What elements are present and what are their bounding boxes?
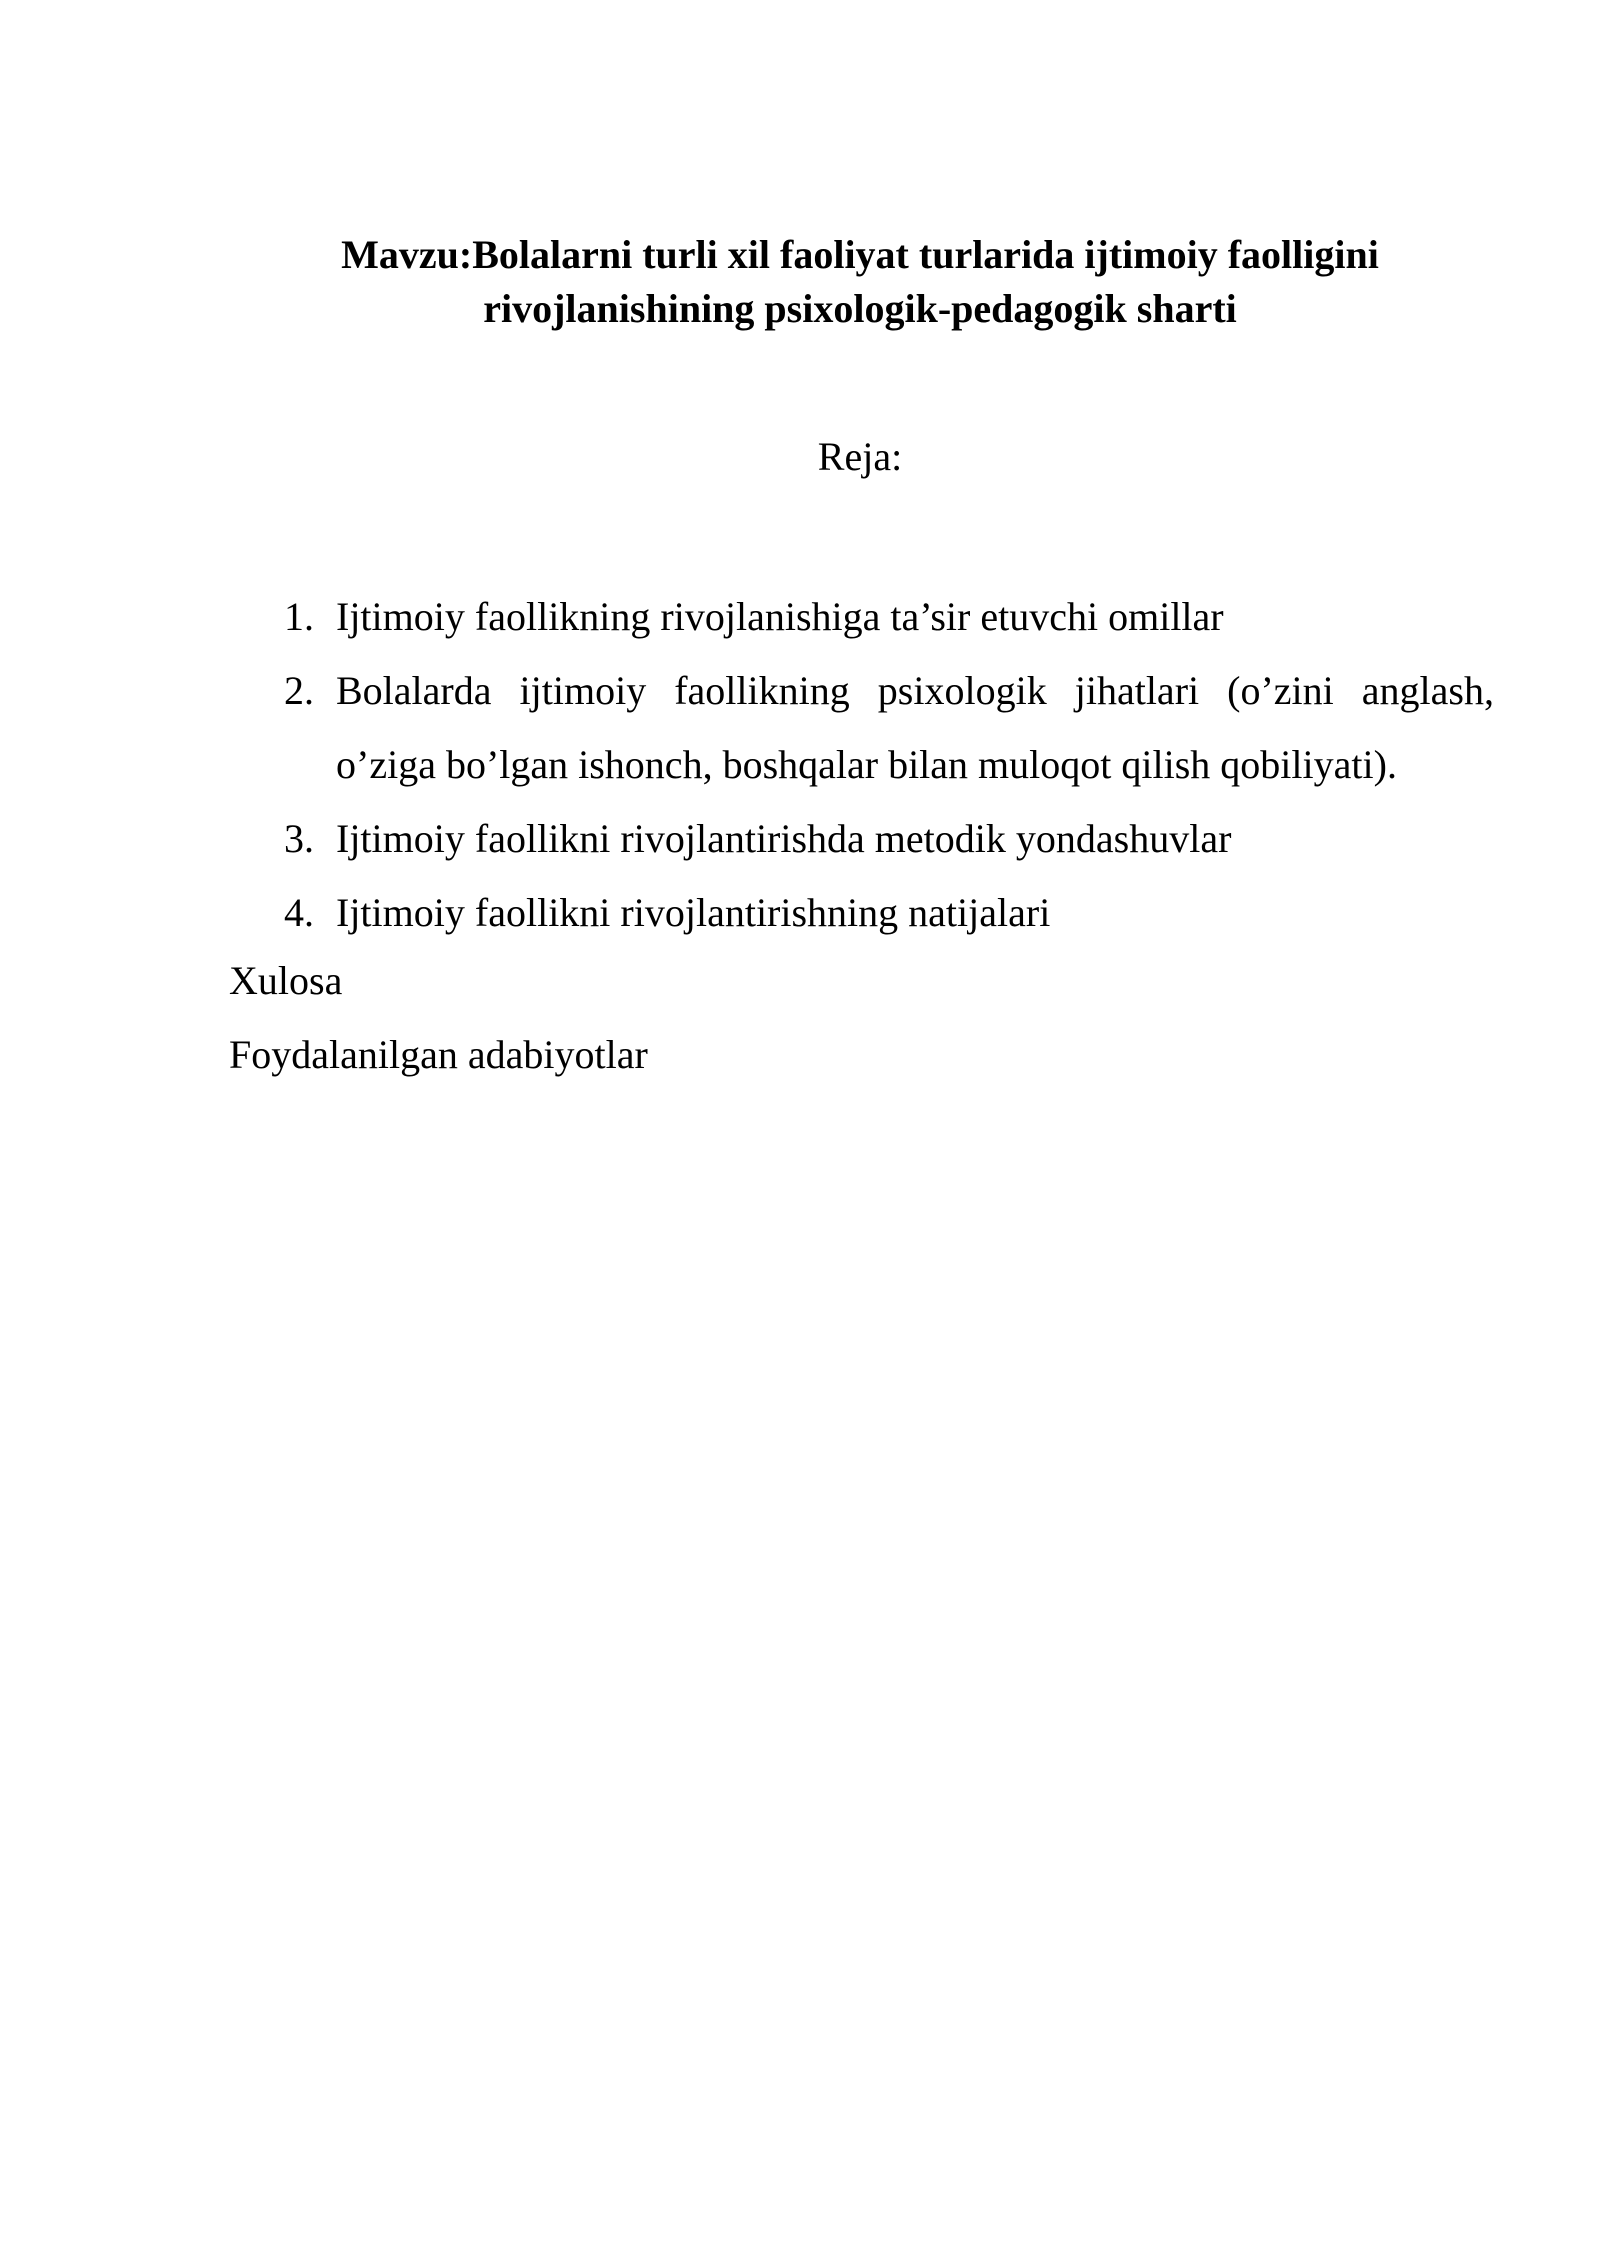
plan-item-text: Ijtimoiy faollikni rivojlantirishda metodik yondashuvlar [336, 816, 1232, 861]
plan-item-text: Ijtimoiy faollikni rivojlantirishning natijalari [336, 890, 1051, 935]
conclusion-heading: Xulosa [229, 958, 343, 1003]
plan-item-number: 1. [284, 594, 314, 639]
plan-item-3 [284, 802, 1494, 876]
plan-item-number: 4. [284, 890, 314, 935]
title-line-2: rivojlanishining psixologik-pedagogik sharti [483, 286, 1237, 331]
title-line-1: Mavzu:Bolalarni turli xil faoliyat turlarida ijtimoiy faolligini [341, 232, 1379, 277]
plan-item-number: 3. [284, 816, 314, 861]
plan-item-2 [284, 654, 1494, 802]
plan-list [284, 580, 1494, 950]
document-title [230, 228, 1490, 336]
plan-item-1 [284, 580, 1494, 654]
plan-item-text: Bolalarda ijtimoiy faollikning psixologik jihatlari (o’zini anglash, o’ziga bo’lgan ishonch, boshqalar bilan muloqot qilish qobiliyati). [336, 668, 1494, 787]
plan-item-4 [284, 876, 1494, 950]
plan-heading: Reja: [817, 434, 903, 479]
plan-item-number: 2. [284, 668, 314, 713]
plan-item-text: Ijtimoiy faollikning rivojlanishiga ta’sir etuvchi omillar [336, 594, 1224, 639]
references-heading: Foydalanilgan adabiyotlar [229, 1032, 648, 1077]
